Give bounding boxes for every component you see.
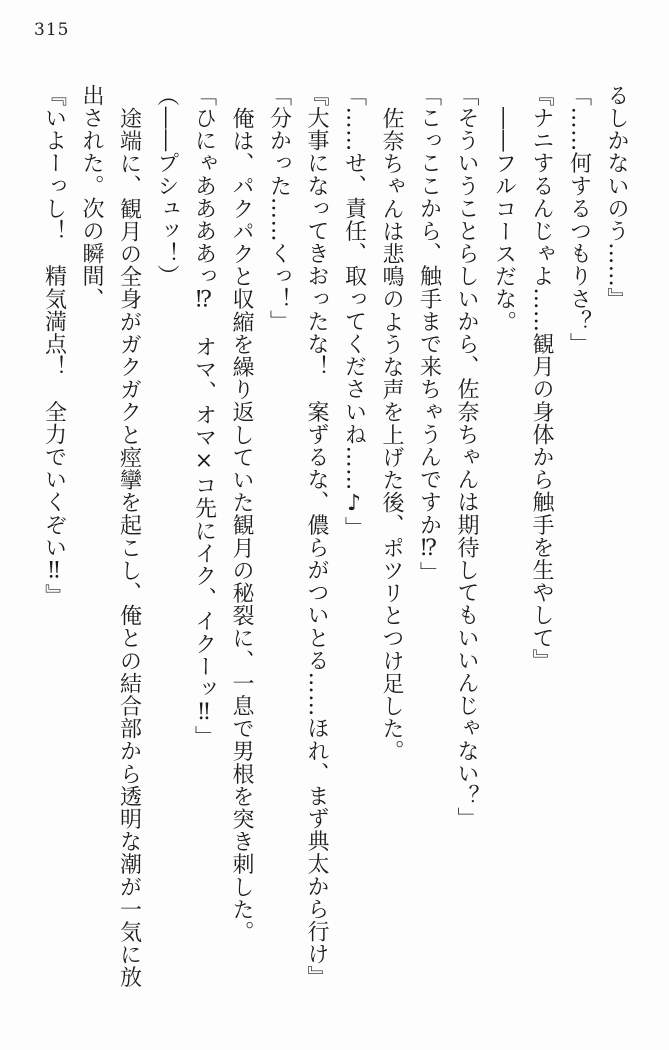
narration-line: 途端に、観月の全身がガクガクと痙攣を起こし、俺との結合部から透明な潮が一気に放出された。次の瞬間、 [79, 84, 142, 989]
dialogue-line: 「分かった……くっ！」 [266, 84, 292, 333]
text-column-continuation: るしかないのう……』 [604, 84, 629, 310]
sound-effect-line: （――プシュッ！） [154, 84, 179, 288]
text-body [35, 84, 635, 990]
dialogue-line: 「そういうことらしいから、佐奈ちゃんは期待してもいいんじゃない？」 [454, 84, 479, 830]
dialogue-line: 「……何するつもりさ？」 [566, 84, 592, 356]
page-number: 315 [34, 20, 70, 40]
dialogue-line: 『ナニするんじゃよ……観月の身体から触手を生やして』 [529, 84, 554, 672]
narration-line: ――フルコースだな。 [491, 107, 517, 333]
narration-line: 佐奈ちゃんは悲鳴のような声を上げた後、ポツリとつけ足した。 [379, 107, 404, 763]
dialogue-line: 「こっここから、触手まで来ちゃうんですか⁉」 [416, 84, 442, 585]
dialogue-line: 「……せ、責任、取ってくださいね……♪」 [341, 84, 367, 539]
narration-line: 俺は、パクパクと収縮を繰り返していた観月の秘裂に、一息で男根を突き刺した。 [229, 107, 254, 944]
dialogue-line: 『大事になってきおったな！ 案ずるな、儂らがついとる……ほれ、まず典太から行け』 [304, 84, 329, 988]
dialogue-line: 『いよーっし！ 精気満点！ 全力でいくぞい‼』 [41, 84, 67, 607]
dialogue-line: 「ひにゃああああっ⁉ オマ、オマ×コ先にイク、イクーッ‼」 [191, 84, 217, 749]
